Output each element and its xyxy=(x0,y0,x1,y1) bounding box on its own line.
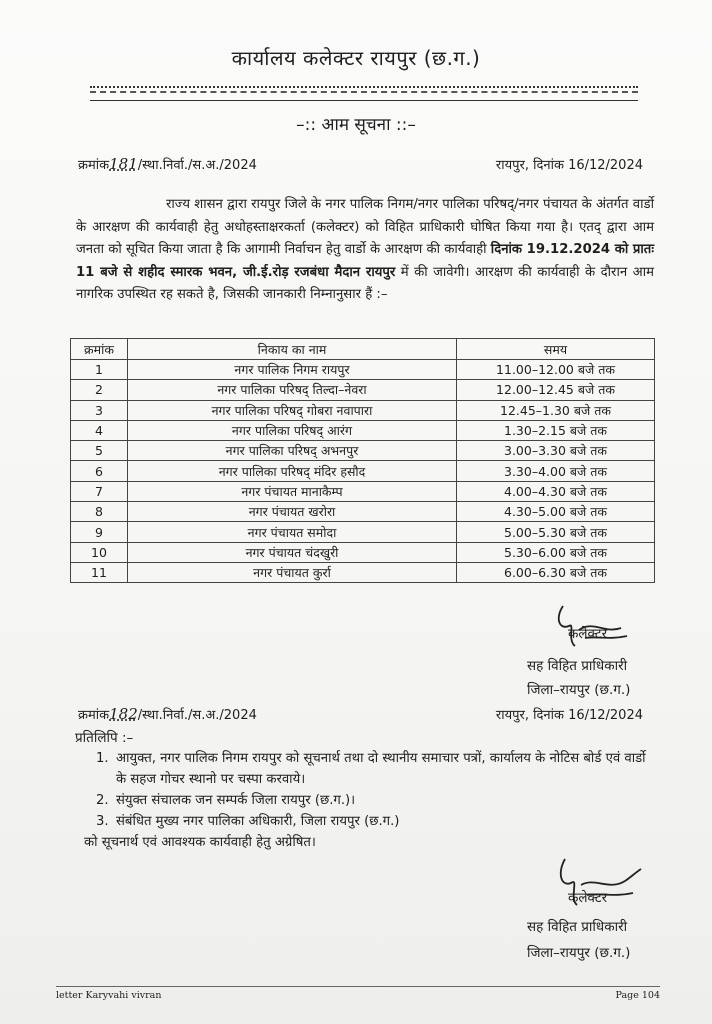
notice-body: राज्य शासन द्वारा रायपुर जिले के नगर पालिक निगम/नगर पालिका परिषद्/नगर पंचायत के अंतर्गत वार्डो के आरक्षण की कार्यवाही हेतु अधोहस्ताक्षरकर्ता (कलेक्टर) को विहित प्राधिकारी घोषित किया गया है। एतद् द्वारा आम जनता को सूचित किया जाता है कि आगामी निर्वाचन हेतु वार्डो के आरक्षण की कार्यवाही दिनांक 19.12.2024 को प्रातः 11 बजे से शहीद स्मारक भवन, जी.ई.रोड़ रजबंधा मैदान रायपुर में की जावेगी। आरक्षण की कार्यवाही के दौरान आम नागरिक उपस्थित रह सकते है, जिसकी जानकारी निम्नानुसार हैं :– xyxy=(76,197,654,302)
notice-body-highlight: दिनांक 19.12.2024 को प्रातः 11 बजे से शहीद स्मारक भवन, जी.ई.रोड़ रजबंधा मैदान रायपुर xyxy=(76,242,654,280)
list-item: 3. संबंधित मुख्य नगर पालिका अधिकारी, जिला रायपुर (छ.ग.) xyxy=(96,814,400,829)
signature-title-2: सह विहित प्राधिकारी xyxy=(527,919,628,935)
page-number: Page 104 xyxy=(615,990,660,1001)
table-row: 7 नगर पंचायत मानाकैम्प 4.00–4.30 बजे तक xyxy=(71,481,655,501)
place-date: रायपुर, दिनांक 16/12/2024 xyxy=(495,708,643,723)
table-row: 10 नगर पंचायत चंदखुरी 5.30–6.00 बजे तक xyxy=(71,542,655,562)
office-title: कार्यालय कलेक्टर रायपुर (छ.ग.) xyxy=(231,46,481,70)
col-header-serial: क्रमांक xyxy=(71,339,128,360)
signature-designation-1: कलेक्टर xyxy=(568,626,608,642)
reference-line-1 xyxy=(78,155,643,173)
copy-list xyxy=(84,748,656,853)
copy-closing: को सूचनार्थ एवं आवश्यक कार्यवाही हेतु अग्रेषित। xyxy=(84,835,316,850)
signature-title-1: सह विहित प्राधिकारी xyxy=(527,658,628,674)
col-header-time: समय xyxy=(457,339,655,360)
page-footer xyxy=(56,990,660,1001)
reference-line-2 xyxy=(78,705,643,723)
list-item: 2. संयुक्त संचालक जन सम्पर्क जिला रायपुर (छ.ग.)। xyxy=(96,793,356,808)
footer-divider xyxy=(56,986,660,987)
table-row: 5 नगर पालिका परिषद् अभनपुर 3.00–3.30 बजे तक xyxy=(71,441,655,461)
table-row: 9 नगर पंचायत समोदा 5.00–5.30 बजे तक xyxy=(71,522,655,542)
table-row: 11 नगर पंचायत कुर्रा 6.00–6.30 बजे तक xyxy=(71,562,655,582)
reference-number: क्रमांक181/स्था.निर्वा./स.अ./2024 xyxy=(78,155,257,173)
table-row: 6 नगर पालिका परिषद् मंदिर हसौद 3.30–4.00 बजे तक xyxy=(71,461,655,481)
notice-title: –:: आम सूचना ::– xyxy=(296,115,416,135)
table-row: 8 नगर पंचायत खरोरा 4.30–5.00 बजे तक xyxy=(71,502,655,522)
table-row: 3 नगर पालिका परिषद् गोबरा नवापारा 12.45–1.30 बजे तक xyxy=(71,400,655,420)
list-item: 1. आयुक्त, नगर पालिक निगम रायपुर को सूचनार्थ तथा दो स्थानीय समाचार पत्रों, कार्यालय के नोटिस बोर्ड एवं वार्डो के सहज गोचर स्थानो पर चस्पा करवाये। xyxy=(96,751,646,787)
table-row: 1 नगर पालिक निगम रायपुर 11.00–12.00 बजे तक xyxy=(71,360,655,380)
decorative-divider xyxy=(90,86,638,101)
place-date: रायपुर, दिनांक 16/12/2024 xyxy=(495,158,643,173)
reference-number: क्रमांक182/स्था.निर्वा./स.अ./2024 xyxy=(78,705,257,723)
signature-district-2: जिला–रायपुर (छ.ग.) xyxy=(527,945,631,961)
table-row: 4 नगर पालिका परिषद् आरंग 1.30–2.15 बजे तक xyxy=(71,420,655,440)
table-row: 2 नगर पालिका परिषद् तिल्दा–नेवरा 12.00–12.45 बजे तक xyxy=(71,380,655,400)
table-header-row xyxy=(71,339,655,360)
signature-district-1: जिला–रायपुर (छ.ग.) xyxy=(527,682,631,698)
schedule-table xyxy=(70,338,655,583)
footer-left: letter Karyvahi vivran xyxy=(56,990,162,1001)
col-header-body-name: निकाय का नाम xyxy=(128,339,457,360)
signature-designation-2: कलेक्टर xyxy=(568,890,608,906)
copy-heading: प्रतिलिपि :– xyxy=(75,730,134,746)
